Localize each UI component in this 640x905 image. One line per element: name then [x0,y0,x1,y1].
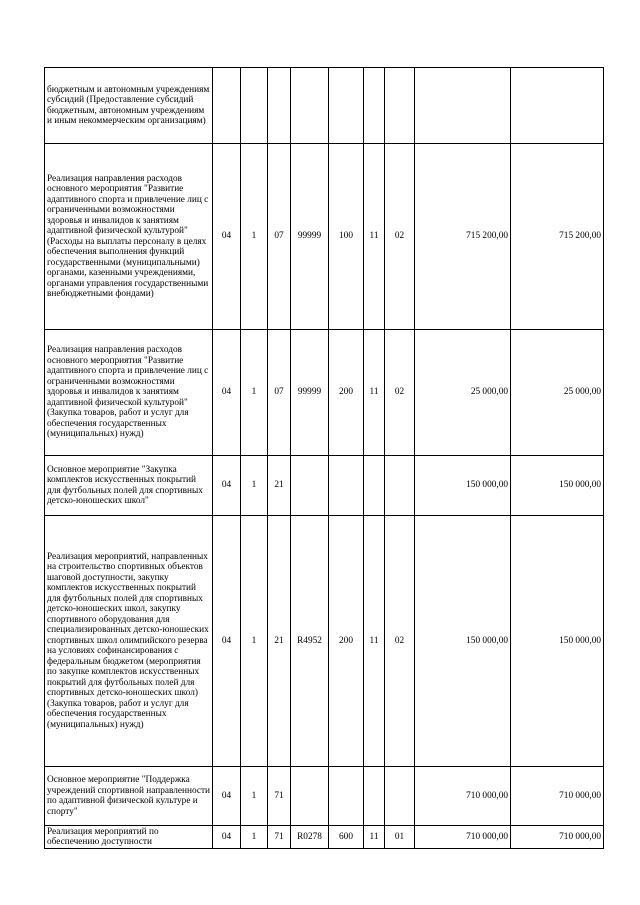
row-description: Реализация мероприятий по обеспечению доступности [45,826,213,849]
table-row [45,330,604,456]
cell-expense-direction [291,767,329,826]
cell-expense-type: 100 [329,144,364,330]
cell-subprogram: 1 [241,767,268,826]
cell-program: 04 [213,330,241,456]
budget-table [44,67,604,849]
table-row [45,144,604,330]
cell-subprogram: 1 [241,826,268,849]
table-row [45,767,604,826]
cell-main-event: 71 [268,826,291,849]
cell-section: 11 [364,144,385,330]
cell-amount-2: 150 000,00 [511,456,604,516]
cell-section: 11 [364,516,385,767]
cell-amount-2 [511,68,604,144]
row-description: Основное мероприятие "Закупка комплектов искусственных покрытий для футбольных полей для спортивных детско-юношеских школ" [45,456,213,516]
cell-expense-type [329,456,364,516]
cell-expense-direction [291,68,329,144]
cell-subsection: 01 [385,826,415,849]
cell-program: 04 [213,456,241,516]
cell-amount-2: 710 000,00 [511,826,604,849]
cell-amount-1: 25 000,00 [415,330,511,456]
cell-subprogram [241,68,268,144]
cell-expense-type: 600 [329,826,364,849]
cell-expense-direction [291,456,329,516]
cell-main-event: 21 [268,456,291,516]
cell-expense-type: 200 [329,516,364,767]
cell-amount-2: 710 000,00 [511,767,604,826]
cell-program: 04 [213,826,241,849]
cell-amount-1: 150 000,00 [415,456,511,516]
table-row [45,826,604,849]
cell-subprogram: 1 [241,456,268,516]
cell-program: 04 [213,516,241,767]
table-row [45,68,604,144]
cell-section [364,767,385,826]
cell-subprogram: 1 [241,516,268,767]
cell-subsection: 02 [385,144,415,330]
cell-subprogram: 1 [241,330,268,456]
cell-subsection [385,68,415,144]
cell-amount-1: 710 000,00 [415,767,511,826]
cell-subsection [385,456,415,516]
row-description: Реализация направления расходов основного мероприятия "Развитие адаптивного спорта и привлечение лиц с ограниченными возможностями здоровья и инвалидов к занятиям адаптивной физической культурой" (Закупка товаров, работ и услуг для обеспечения государственных (муниципальных) нужд) [45,330,213,456]
cell-expense-type [329,68,364,144]
cell-section: 11 [364,826,385,849]
cell-section [364,456,385,516]
cell-amount-1: 150 000,00 [415,516,511,767]
cell-program: 04 [213,767,241,826]
cell-section: 11 [364,330,385,456]
cell-amount-1 [415,68,511,144]
cell-main-event: 71 [268,767,291,826]
cell-amount-1: 710 000,00 [415,826,511,849]
cell-amount-2: 25 000,00 [511,330,604,456]
cell-subprogram: 1 [241,144,268,330]
cell-expense-direction: 99999 [291,144,329,330]
cell-amount-1: 715 200,00 [415,144,511,330]
table-row [45,456,604,516]
cell-subsection [385,767,415,826]
cell-amount-2: 715 200,00 [511,144,604,330]
cell-main-event: 07 [268,144,291,330]
row-description: бюджетным и автономным учреждениям субсидий (Предоставление субсидий бюджетным, автономным учреждениям и иным некоммерческим организациям) [45,68,213,144]
cell-expense-direction: 99999 [291,330,329,456]
cell-program [213,68,241,144]
cell-expense-direction: R4952 [291,516,329,767]
cell-main-event [268,68,291,144]
cell-expense-direction: R0278 [291,826,329,849]
row-description: Реализация направления расходов основного мероприятия "Развитие адаптивного спорта и привлечение лиц с ограниченными возможностями здоровья и инвалидов к занятиям адаптивной физической культурой" (Расходы на выплаты персоналу в целях обеспечения выполнения функций государственными (муниципальными) органами, казенными учреждениями, органами управления государственными внебюджетными фондами) [45,144,213,330]
cell-amount-2: 150 000,00 [511,516,604,767]
row-description: Реализация мероприятий, направленных на строительство спортивных объектов шаговой доступности, закупку комплектов искусственных покрытий для футбольных полей для спортивных детско-юношеских школ, закупку спортивного оборудования для специализированных детско-юношеских спортивных школ олимпийского резерва на условиях софинансирования с федеральным бюджетом (мероприятия по закупке комплектов искусственных покрытий для футбольных полей для спортивных детско-юношеских школ) (Закупка товаров, работ и услуг для обеспечения государственных (муниципальных) нужд) [45,516,213,767]
cell-section [364,68,385,144]
cell-main-event: 07 [268,330,291,456]
cell-program: 04 [213,144,241,330]
row-description: Основное мероприятие "Поддержка учреждений спортивной направленности по адаптивной физической культуре и спорту" [45,767,213,826]
cell-expense-type [329,767,364,826]
cell-main-event: 21 [268,516,291,767]
cell-expense-type: 200 [329,330,364,456]
cell-subsection: 02 [385,516,415,767]
cell-subsection: 02 [385,330,415,456]
table-row [45,516,604,767]
